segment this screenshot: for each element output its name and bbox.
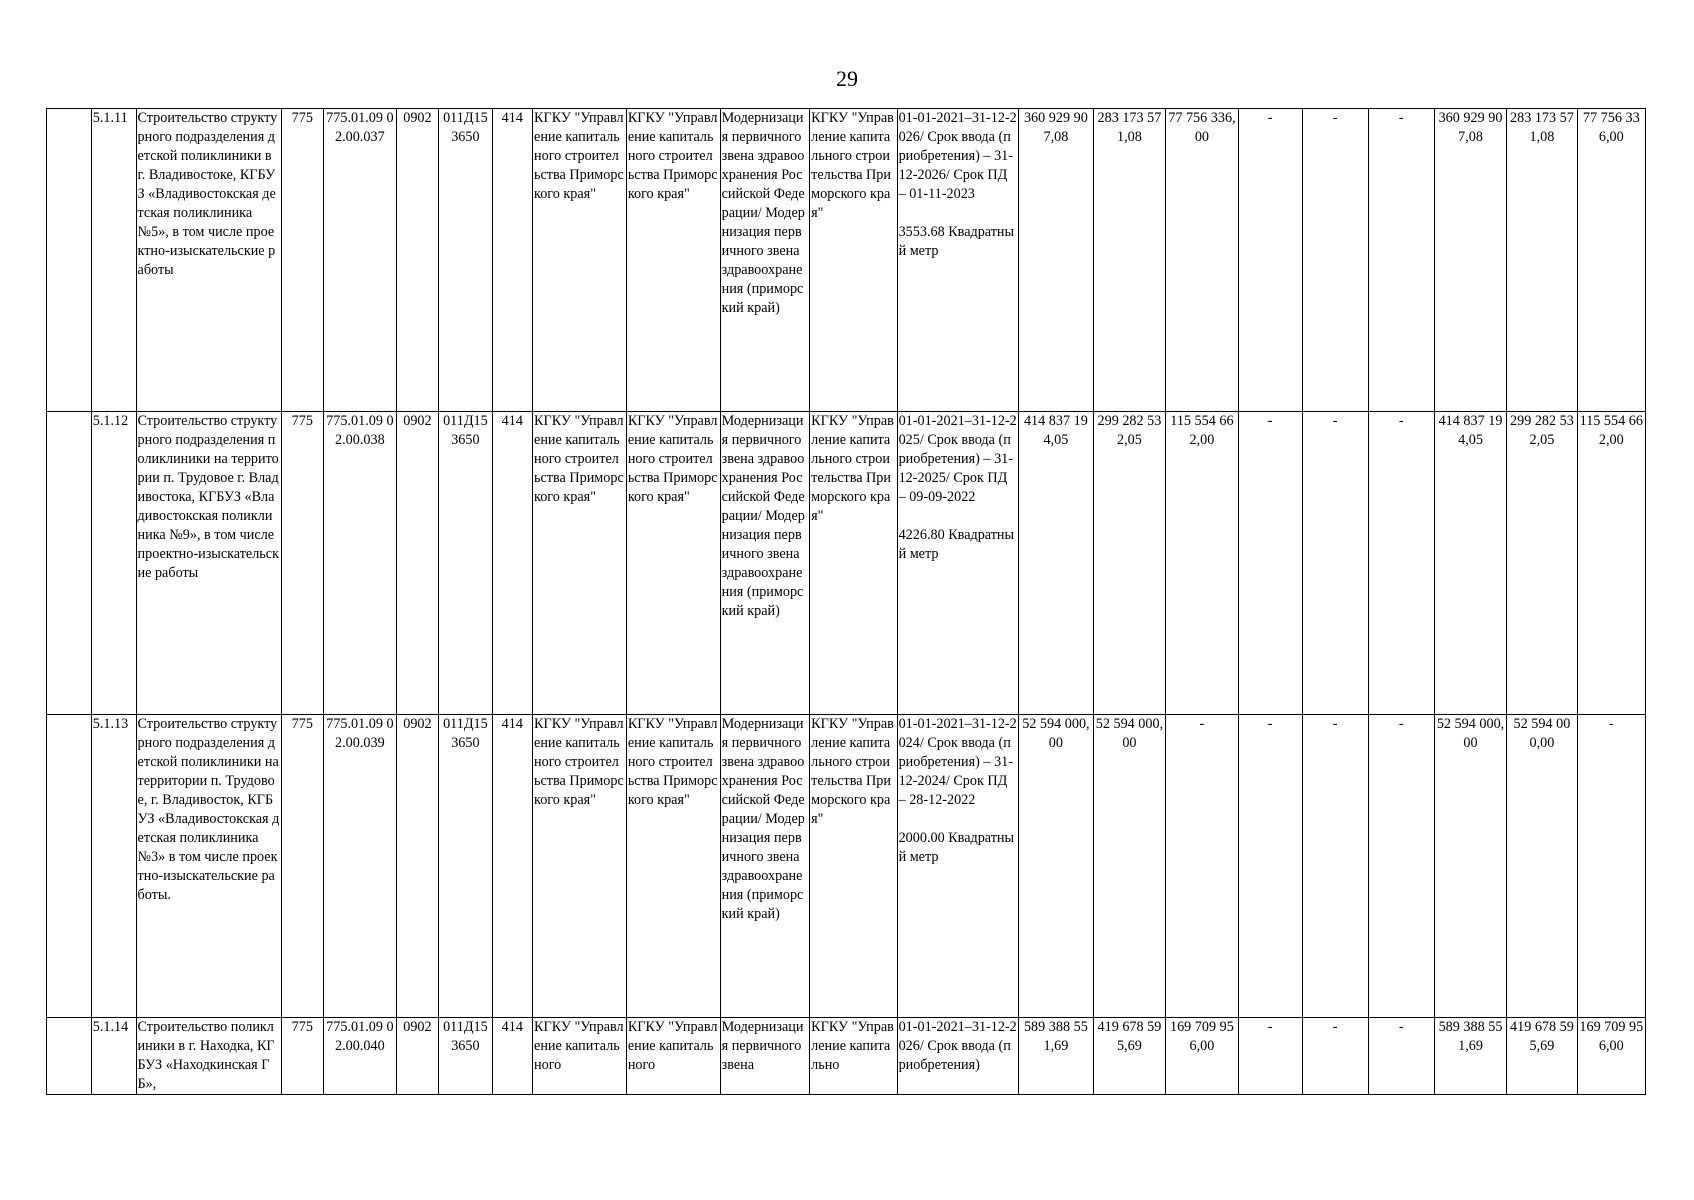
executor: КГКУ "Управление капитального строительства Приморского края": [810, 715, 897, 1018]
vr-code: 414: [492, 109, 533, 412]
amount-2: -: [1166, 715, 1238, 1018]
csr-code: 011Д15 3650: [439, 109, 492, 412]
section-code: 0902: [396, 715, 439, 1018]
object-name: Строительство структурного подразделения детской поликлиники в г. Владивостоке, КГБУЗ «Владивостокская детская поликлиника №5», в том числе проектно-изыскательские работы: [136, 109, 281, 412]
amount-1: 52 594 000,00: [1093, 715, 1165, 1018]
total-amount: 360 929 907,08: [1019, 109, 1094, 412]
program: Модернизация первичного звена здравоохранения Российской Федерации/ Модернизация первичного звена здравоохранения (приморский край): [720, 715, 810, 1018]
table-body: [47, 109, 1646, 1095]
object-name: Строительство структурного подразделения детской поликлиники на территории п. Трудовое, г. Владивосток, КГБУЗ «Владивостокская детская поликлиника №3» в том числе проектно-изыскательские работы.: [136, 715, 281, 1018]
total-amount-2: 52 594 000,00: [1434, 715, 1506, 1018]
amount-5: -: [1368, 412, 1434, 715]
total-amount-2: 360 929 907,08: [1434, 109, 1506, 412]
program: Модернизация первичного звена здравоохранения Российской Федерации/ Модернизация первичного звена здравоохранения (приморский край): [720, 109, 810, 412]
amount-4: -: [1302, 715, 1368, 1018]
amount-2: 115 554 662,00: [1166, 412, 1238, 715]
executor: КГКУ "Управление капитального строительства Приморского края": [810, 109, 897, 412]
developer: КГКУ "Управление капитального строительства Приморского края": [626, 412, 720, 715]
grbs-code: 775: [281, 1018, 324, 1095]
amount-7: 115 554 662,00: [1577, 412, 1645, 715]
terms: 01-01-2021–31-12-2026/ Срок ввода (приобретения): [897, 1018, 1019, 1095]
developer: КГКУ "Управление капитального строительства Приморского края": [626, 715, 720, 1018]
object-name: Строительство поликлиники в г. Находка, КГБУЗ «Находкинская ГБ»,: [136, 1018, 281, 1095]
budget-table: [46, 108, 1646, 1095]
amount-1: 299 282 532,05: [1093, 412, 1165, 715]
amount-4: -: [1302, 1018, 1368, 1095]
amount-6: 283 173 571,08: [1507, 109, 1577, 412]
terms: 01-01-2021–31-12-2025/ Срок ввода (приобретения) – 31-12-2025/ Срок ПД – 09-09-2022 4226.80 Квадратный метр: [897, 412, 1019, 715]
csr-code: 011Д15 3650: [439, 1018, 492, 1095]
amount-1: 283 173 571,08: [1093, 109, 1165, 412]
row-number: 5.1.14: [91, 1018, 136, 1095]
csr-code: 011Д15 3650: [439, 412, 492, 715]
table-row: [47, 1018, 1646, 1095]
amount-3: -: [1238, 715, 1302, 1018]
customer: КГКУ "Управление капитального строительства Приморского края": [533, 715, 627, 1018]
amount-3: -: [1238, 1018, 1302, 1095]
object-code: 775.01.09 02.00.039: [324, 715, 396, 1018]
grbs-code: 775: [281, 412, 324, 715]
total-amount: 589 388 551,69: [1019, 1018, 1094, 1095]
object-code: 775.01.09 02.00.038: [324, 412, 396, 715]
total-amount-2: 589 388 551,69: [1434, 1018, 1506, 1095]
amount-3: -: [1238, 109, 1302, 412]
row-number: 5.1.12: [91, 412, 136, 715]
csr-code: 011Д15 3650: [439, 715, 492, 1018]
developer: КГКУ "Управление капитального строительства Приморского края": [626, 109, 720, 412]
amount-7: 169 709 956,00: [1577, 1018, 1645, 1095]
amount-2: 77 756 336,00: [1166, 109, 1238, 412]
amount-6: 52 594 000,00: [1507, 715, 1577, 1018]
executor: КГКУ "Управление капитального строительства Приморского края": [810, 412, 897, 715]
customer: КГКУ "Управление капитального: [533, 1018, 627, 1095]
table-row: [47, 715, 1646, 1018]
row-margin-cell: [47, 109, 92, 412]
section-code: 0902: [396, 412, 439, 715]
program: Модернизация первичного звена здравоохранения Российской Федерации/ Модернизация первичного звена здравоохранения (приморский край): [720, 412, 810, 715]
amount-3: -: [1238, 412, 1302, 715]
section-code: 0902: [396, 109, 439, 412]
object-code: 775.01.09 02.00.040: [324, 1018, 396, 1095]
amount-6: 419 678 595,69: [1507, 1018, 1577, 1095]
vr-code: 414: [492, 412, 533, 715]
amount-1: 419 678 595,69: [1093, 1018, 1165, 1095]
customer: КГКУ "Управление капитального строительства Приморского края": [533, 412, 627, 715]
customer: КГКУ "Управление капитального строительства Приморского края": [533, 109, 627, 412]
amount-2: 169 709 956,00: [1166, 1018, 1238, 1095]
section-code: 0902: [396, 1018, 439, 1095]
row-number: 5.1.11: [91, 109, 136, 412]
total-amount: 414 837 194,05: [1019, 412, 1094, 715]
total-amount-2: 414 837 194,05: [1434, 412, 1506, 715]
row-number: 5.1.13: [91, 715, 136, 1018]
row-margin-cell: [47, 1018, 92, 1095]
table-row: [47, 412, 1646, 715]
grbs-code: 775: [281, 715, 324, 1018]
amount-4: -: [1302, 109, 1368, 412]
row-margin-cell: [47, 715, 92, 1018]
object-code: 775.01.09 02.00.037: [324, 109, 396, 412]
amount-5: -: [1368, 715, 1434, 1018]
developer: КГКУ "Управление капитального: [626, 1018, 720, 1095]
amount-7: -: [1577, 715, 1645, 1018]
terms: 01-01-2021–31-12-2026/ Срок ввода (приобретения) – 31-12-2026/ Срок ПД – 01-11-2023 3553.68 Квадратный метр: [897, 109, 1019, 412]
row-margin-cell: [47, 412, 92, 715]
vr-code: 414: [492, 1018, 533, 1095]
total-amount: 52 594 000,00: [1019, 715, 1094, 1018]
table-row: [47, 109, 1646, 412]
amount-7: 77 756 336,00: [1577, 109, 1645, 412]
amount-4: -: [1302, 412, 1368, 715]
program: Модернизация первичного звена: [720, 1018, 810, 1095]
page-number: 29: [836, 66, 858, 91]
amount-6: 299 282 532,05: [1507, 412, 1577, 715]
amount-5: -: [1368, 109, 1434, 412]
vr-code: 414: [492, 715, 533, 1018]
grbs-code: 775: [281, 109, 324, 412]
terms: 01-01-2021–31-12-2024/ Срок ввода (приобретения) – 31-12-2024/ Срок ПД – 28-12-2022 2000.00 Квадратный метр: [897, 715, 1019, 1018]
object-name: Строительство структурного подразделения поликлиники на территории п. Трудовое г. Владивостока, КГБУЗ «Владивостокская поликлиника №9», в том числе проектно-изыскательские работы: [136, 412, 281, 715]
executor: КГКУ "Управление капитально: [810, 1018, 897, 1095]
amount-5: -: [1368, 1018, 1434, 1095]
